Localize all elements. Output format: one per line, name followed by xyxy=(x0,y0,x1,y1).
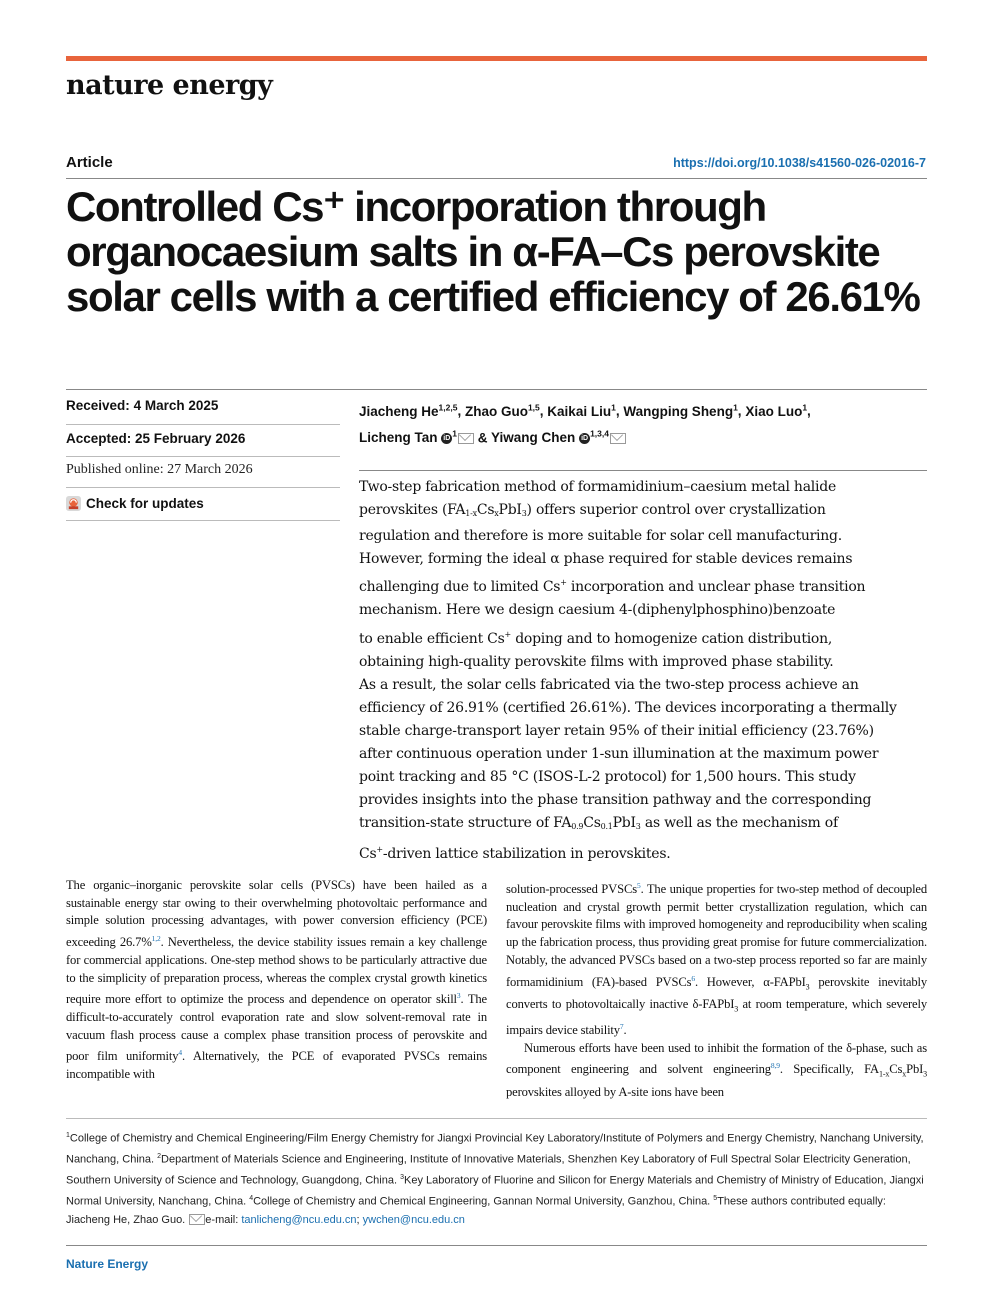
author[interactable]: Licheng Tan iD $^1$ xyxy=(359,430,474,445)
meta-divider xyxy=(66,520,340,521)
citation-link[interactable]: 7 xyxy=(619,1021,624,1031)
body-column-right xyxy=(506,877,927,1101)
title-line-2: organocaesium salts in α-FA–Cs perovskite xyxy=(66,228,880,275)
header-divider xyxy=(66,178,927,179)
published-online: Published online: 27 March 2026 xyxy=(66,462,253,477)
received-label: Received: xyxy=(66,398,130,413)
received-value: 4 March 2025 xyxy=(133,398,219,413)
email-link[interactable]: tanlicheng@ncu.edu.cn xyxy=(241,1213,357,1226)
author-list: Jiacheng He$^{1,2,5}$, Zhao Guo$^{1,5}$, Kaikai Liu$^1$, Wangping Sheng$^1$, Xiao Luo$^1$, Licheng Tan iD $^1$ & Yiwang Chen iD $^{1,3,4}$ xyxy=(359,402,811,445)
received-date xyxy=(66,398,218,413)
author[interactable]: Jiacheng He$^{1,2,5}$ xyxy=(359,402,458,419)
footer-divider xyxy=(66,1245,927,1246)
article-type: Article xyxy=(66,154,113,171)
body-paragraph: Numerous efforts have been used to inhibit the formation of the δ-phase, such as component engineering and solvent engineering$^{8,9}$. Specifically, $FA_{1-x}Cs_xPbI_3$ perovskites alloyed by A-site ions have been xyxy=(506,1040,928,1099)
header-accent-bar xyxy=(66,56,927,61)
abstract-line: transition-state structure of FA0.9Cs0.1PbI3 as well as the mechanism of xyxy=(359,815,838,832)
citation-link[interactable]: 4 xyxy=(178,1048,182,1058)
affiliation-divider xyxy=(66,1118,927,1119)
email-envelope-icon[interactable] xyxy=(458,433,474,444)
meta-divider xyxy=(66,424,340,425)
citation-link[interactable]: 5 xyxy=(636,881,641,890)
check-updates-label: Check for updates xyxy=(86,496,204,511)
abstract-line: regulation and therefore is more suitable for solar cell manufacturing. xyxy=(359,528,842,545)
author[interactable]: Xiao Luo$^1$ xyxy=(745,402,808,419)
citation-link[interactable]: 6 xyxy=(691,973,695,983)
abstract xyxy=(359,476,929,867)
citation-link[interactable]: 8,9 xyxy=(770,1061,780,1071)
abstract-line: perovskites (FA1-xCsxPbI3) offers superior control over crystallization xyxy=(359,502,826,519)
body-paragraph: The organic–inorganic perovskite solar cells (PVSCs) have been hailed as a sustainable energy star owing to their overwhelming photovoltaic performance and simple solution processing advantages, with power conversion efficiency (PCE) exceeding 26.7%$^{1,2}$. Nevertheless, the device stability issues remain a key challenge for commercial applications. One-step method shows to be particularly attractive due to the simplicity of preparation process, whereas the complex crystal growth kinetics require more effort to optimize the process and dependence on operator skill$^3$. The difficult-to-accurately control evaporation rate and slow solvent-removal rate in vacuum flash process cause a complex phase transition process of perovskite and poor film uniformity$^4$. Alternatively, the PCE of evaporated PVSCs remains incompatible with xyxy=(66,878,487,1082)
abstract-line: efficiency of 26.91% (certified 26.61%). The devices incorporating a thermally xyxy=(359,699,897,716)
article-title xyxy=(66,184,936,319)
abstract-line: Cs+-driven lattice stabilization in perovskites. xyxy=(359,845,671,863)
citation-link[interactable]: 1,2 xyxy=(151,934,161,944)
abstract-line: Two-step fabrication method of formamidinium–caesium metal halide xyxy=(359,479,836,495)
abstract-divider xyxy=(359,470,927,471)
accepted-date xyxy=(66,431,245,446)
body-column-left xyxy=(66,877,487,1084)
author[interactable]: Zhao Guo$^{1,5}$ xyxy=(464,402,540,419)
email-envelope-icon[interactable] xyxy=(610,433,626,444)
abstract-line: after continuous operation under 1-sun illumination at the maximum power xyxy=(359,746,879,763)
abstract-line: obtaining high-quality perovskite films with improved phase stability. xyxy=(359,653,834,670)
footer-journal[interactable]: Nature Energy xyxy=(66,1257,149,1271)
orcid-icon[interactable]: iD xyxy=(581,434,589,442)
abstract-line: However, forming the ideal α phase required for stable devices remains xyxy=(359,551,853,568)
email-envelope-icon xyxy=(189,1214,205,1225)
accepted-value: 25 February 2026 xyxy=(135,431,246,446)
abstract-line: to enable efficient Cs+ doping and to homogenize cation distribution, xyxy=(359,629,833,647)
abstract-line: point tracking and 85 °C (ISOS-L-2 protocol) for 1,500 hours. This study xyxy=(359,769,856,786)
email-link[interactable]: ywchen@ncu.edu.cn xyxy=(362,1213,465,1226)
abstract-line: stable charge-transport layer retain 95% of their initial efficiency (23.76%) xyxy=(359,722,874,739)
body-paragraph: solution-processed PVSCs$^5$. The unique properties for two-step method of decoupled nucleation and crystal growth permit better crystallization regulation, which can favour perovskite films with improved homogeneity and reproducibility when scaling up the fabrication process, thus providing great promise for future commercialization. Notably, the advanced PVSCs based on a two-step process reported so far are mainly formamidinium (FA)-based PVSCs$^6$. However, α-FAPbI$_3$ perovskite inevitably converts to photovoltaically inactive δ-FAPbI$_3$ at room temperature, which severely impairs device stability$^7$. xyxy=(506,881,928,1037)
title-divider xyxy=(66,389,927,390)
title-line-1: Controlled Cs⁺ incorporation through xyxy=(66,183,766,230)
abstract-line: challenging due to limited Cs+ incorporation and unclear phase transition xyxy=(359,578,866,596)
abstract-line: mechanism. Here we design caesium 4-(diphenylphosphino)benzoate xyxy=(359,602,836,619)
doi-link[interactable]: https://doi.org/10.1038/s41560-026-02016-7 xyxy=(673,156,926,170)
author[interactable]: Kaikai Liu$^1$ xyxy=(547,402,616,419)
journal-logo[interactable]: nature energy xyxy=(66,70,273,101)
author[interactable]: Wangping Sheng$^1$ xyxy=(623,402,738,419)
author[interactable]: Yiwang Chen iD $^{1,3,4}$ xyxy=(491,430,626,445)
citation-link[interactable]: 3 xyxy=(456,991,461,1001)
check-for-updates[interactable] xyxy=(66,496,204,511)
abstract-line: As a result, the solar cells fabricated via the two-step process achieve an xyxy=(359,676,859,693)
accepted-label: Accepted: xyxy=(66,431,132,446)
meta-divider xyxy=(66,487,340,488)
check-updates-icon xyxy=(66,496,81,511)
meta-divider xyxy=(66,456,340,457)
affiliations: $^1$College of Chemistry and Chemical Engineering/Film Energy Chemistry for Jiangxi Provincial Key Laboratory/Institute of Polymers and Energy Chemistry, Nanchang University, Nanchang, China. $^2$Department of Materials Science and Engineering, Institute of Innovative Materials, Shenzhen Key Laboratory of Full Spectral Solar Electricity Generation, Southern University of Science and Technology, Guangdong, China. $^3$Key Laboratory of Fluorine and Silicon for Energy Materials and Chemistry of Ministry of Education, Jiangxi Normal University, Nanchang, China. $^4$College of Chemistry and Chemical Engineering, Gannan Normal University, Ganzhou, China. $^5$These authors contributed equally: Jiacheng He, Zhao Guo. e-mail: tanlicheng@ncu.edu.cn; ywchen@ncu.edu.cn xyxy=(66,1132,924,1226)
orcid-icon[interactable]: iD xyxy=(443,434,451,442)
title-line-3: solar cells with a certified efficiency of 26.61% xyxy=(66,273,920,320)
abstract-line: provides insights into the phase transition pathway and the corresponding xyxy=(359,792,872,809)
